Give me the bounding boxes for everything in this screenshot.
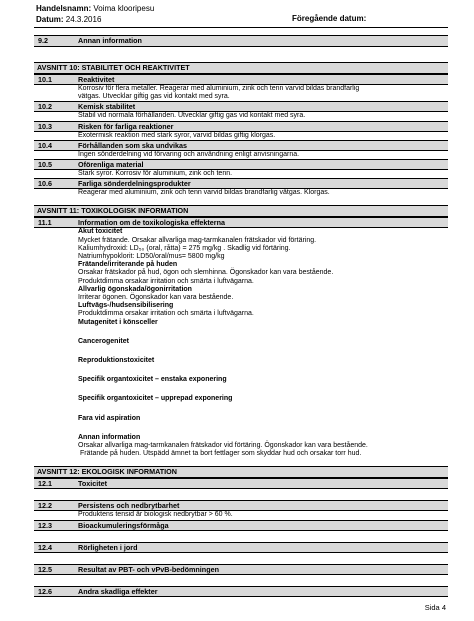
subsection-12-3 [34,520,448,531]
stot-single-heading: Specifik organtoxicitet – enstaka exponering [78,376,227,384]
skin-corrosion-heading: Frätande/irriterande på huden [78,261,178,269]
text-line: Stabil vid normala förhållanden. Utvecklar giftig gas vid kontakt med syra. [78,112,306,120]
section-number: 9.2 [38,36,48,45]
section-9-2-bar [34,35,448,47]
header-divider [34,27,448,28]
subsection-title: Persistens och nedbrytbarhet [78,501,180,511]
text-line: Orsakar allvarliga mag-tarmkanalen frätskador vid förtäring. Ögonskador kan vara bestående. [78,442,368,450]
previous-date-label: Föregående datum: [292,14,367,23]
subsection-title: Resultat av PBT- och vPvB-bedömningen [78,564,219,574]
subsection-body [34,151,448,159]
subsection-number: 12.1 [38,479,52,489]
trade-name-label: Handelsnamn: [36,4,92,13]
subsection-11-1 [34,217,448,228]
text-line: Produktdimma orsakar irritation och smärta i luftvägarna. [78,277,254,285]
subsection-title: Reaktivitet [78,75,115,84]
section-11-heading: AVSNITT 11: TOXIKOLOGISK INFORMATION [34,205,448,217]
subsection-number: 10.6 [38,179,52,189]
document-header [36,3,154,25]
text-line: Orsakar frätskador på hud, ögon och slemhinna. Ögonskador kan vara bestående. [78,269,334,277]
subsection-10-4 [34,140,448,151]
text-line: Mycket frätande. Orsakar allvarliga mag-tarmkanalen frätskador vid förtäring. [78,236,317,244]
text-line: Produktens tensid är biologisk nedbrytbar > 60 %. [78,511,233,519]
subsection-12-6 [34,586,448,597]
subsection-body [34,189,448,197]
text-line: Ingen sönderdelning vid förvaring och användning enligt anvisningarna. [78,150,300,158]
text-line: Stark syror. Korrosiv för aluminium, zink och tenn. [78,170,233,178]
sensitisation-heading: Luftvägs-/hudsensibilisering [78,302,174,310]
subsection-10-5 [34,159,448,170]
section-title: Annan information [78,36,142,45]
subsection-number: 10.3 [38,121,52,131]
subsection-body [34,132,448,140]
subsection-number: 12.6 [38,586,52,596]
text-line: Frätande på huden. Utspädd ämnet ta bort fettlager som skyddar hud och orsakar torr hud. [80,450,362,458]
subsection-number: 12.4 [38,542,52,552]
subsection-10-6 [34,178,448,189]
date-label: Datum: [36,15,64,24]
mutagenicity-heading: Mutagenitet i könsceller [78,318,158,326]
aspiration-hazard-heading: Fara vid aspiration [78,414,141,422]
subsection-body [34,112,448,120]
subsection-number: 10.1 [38,75,52,84]
subsection-12-1 [34,478,448,489]
subsection-12-4 [34,542,448,553]
subsection-number: 12.2 [38,501,52,511]
subsection-title: Toxicitet [78,479,108,489]
subsection-body [34,170,448,178]
subsection-title: Risken för farliga reaktioner [78,121,174,131]
eye-damage-heading: Allvarlig ögonskada/ögonirritation [78,285,192,293]
subsection-title: Information om de toxikologiska effekterna [78,218,225,228]
page-number: Sida 4 [424,603,446,612]
subsection-10-2 [34,101,448,112]
section-12-heading: AVSNITT 12: EKOLOGISK INFORMATION [34,466,448,478]
section-10-heading: AVSNITT 10: STABILITET OCH REAKTIVITET [34,62,448,74]
subsection-title: Rörligheten i jord [78,542,138,552]
reproductive-toxicity-heading: Reproduktionstoxicitet [78,357,155,365]
trade-name: Voima klooripesu [93,4,155,13]
subsection-12-5 [34,564,448,575]
subsection-title: Andra skadliga effekter [78,586,158,596]
text-line: Reagerar med aluminium, zink och tenn varvid bildas brandfarlig vätgas. Klorgas. [78,189,330,197]
subsection-10-3 [34,121,448,132]
subsection-title: Bioackumuleringsförmåga [78,520,169,530]
text-line: Korrosiv för flera metaller. Reagerar med aluminium, zink och tenn varvid bildas brandfarlig [78,85,360,92]
subsection-body [34,85,448,101]
subsection-number: 11.1 [38,218,52,228]
carcinogenicity-heading: Cancerogenitet [78,337,129,345]
text-line: Natriumhypoklorit: LD50/oral/mus= 5800 mg/kg [78,253,225,261]
text-line: vätgas. Utvecklar giftig gas vid kontakt med syra. [78,93,230,101]
toxicology-body [34,228,448,458]
subsection-number: 12.5 [38,564,52,574]
text-line: Irriterar ögonen. Ögonskador kan vara bestående. [78,294,234,302]
page-content [34,35,448,597]
subsection-number: 10.2 [38,102,52,112]
text-line: Produktdimma orsakar irritation och smärta i luftvägarna. [78,310,254,318]
acute-toxicity-heading: Akut toxicitet [78,228,123,236]
subsection-10-1 [34,74,448,85]
text-line: Exotermisk reaktion med stark syror, varvid bildas giftig klorgas. [78,131,276,139]
date-value: 24.3.2016 [65,15,102,24]
stot-repeated-heading: Specifik organtoxicitet – upprepad exponering [78,395,233,403]
text-line: Kaliumhydroxid: LD₅₀ (oral, råtta) = 275 mg/kg . Skadlig vid förtäring. [78,244,291,252]
subsection-title: Kemisk stabilitet [78,102,136,112]
subsection-number: 12.3 [38,520,52,530]
subsection-body [34,511,448,519]
subsection-number: 10.5 [38,160,52,170]
other-info-heading: Annan information [78,433,141,441]
subsection-12-2 [34,500,448,511]
subsection-number: 10.4 [38,140,52,150]
subsection-title: Oförenliga material [78,160,144,170]
subsection-title: Förhållanden som ska undvikas [78,140,188,150]
subsection-title: Farliga sönderdelningsprodukter [78,179,191,189]
